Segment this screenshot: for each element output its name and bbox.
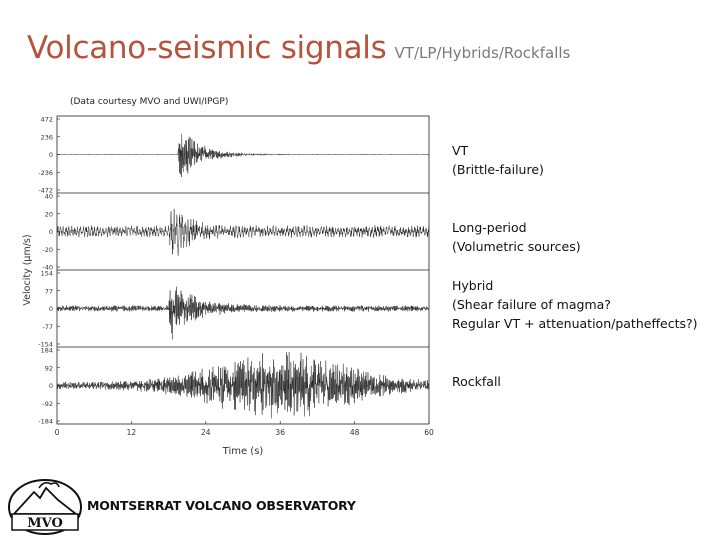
y-tick-label: -472 xyxy=(38,186,53,195)
slide-title xyxy=(27,30,570,66)
trace-hybrid xyxy=(57,287,429,340)
label-hybrid xyxy=(452,276,698,333)
seismogram-plot xyxy=(18,112,444,462)
y-tick-label: 236 xyxy=(40,133,53,142)
x-tick-label: 48 xyxy=(349,428,360,437)
data-credit: (Data courtesy MVO and UWI/IPGP) xyxy=(70,97,229,107)
y-tick-label: 77 xyxy=(44,287,53,296)
x-tick-label: 24 xyxy=(201,428,211,437)
mvo-logo xyxy=(6,478,84,540)
x-axis-label: Time (s) xyxy=(222,446,264,457)
y-tick-label: 0 xyxy=(48,305,53,313)
seismogram-svg xyxy=(18,112,444,462)
y-tick-label: 20 xyxy=(44,210,53,219)
x-tick-label: 0 xyxy=(54,428,60,437)
y-tick-label: 0 xyxy=(48,228,53,236)
y-tick-label: -236 xyxy=(38,168,53,177)
y-tick-label: -92 xyxy=(42,399,53,408)
observatory-name: MONTSERRAT VOLCANO OBSERVATORY xyxy=(87,498,356,513)
y-tick-label: 40 xyxy=(44,192,53,201)
y-tick-label: -20 xyxy=(42,245,53,254)
x-tick-label: 12 xyxy=(126,428,137,437)
label-rockfall xyxy=(452,372,501,391)
label-line: Hybrid xyxy=(452,278,494,293)
y-tick-label: 92 xyxy=(44,364,53,373)
label-long-period xyxy=(452,218,581,256)
y-tick-label: 184 xyxy=(40,346,53,355)
y-tick-label: 154 xyxy=(40,269,53,278)
title-main: Volcano-seismic signals xyxy=(27,30,387,66)
y-axis-label: Velocity (µm/s) xyxy=(22,234,33,306)
x-tick-label: 60 xyxy=(424,428,434,437)
mvo-logo-icon xyxy=(6,478,84,536)
label-vt xyxy=(452,141,544,179)
y-tick-label: 0 xyxy=(48,382,53,390)
label-line: (Shear failure of magma? xyxy=(452,297,611,312)
logo-text: MVO xyxy=(27,516,63,531)
y-tick-label: 0 xyxy=(48,151,53,159)
y-tick-label: 472 xyxy=(40,115,53,124)
trace-long-period xyxy=(57,209,429,256)
trace-vt xyxy=(57,134,429,177)
label-line: Rockfall xyxy=(452,374,501,389)
label-line: Regular VT + attenuation/patheffects?) xyxy=(452,316,698,331)
title-subtitle: VT/LP/Hybrids/Rockfalls xyxy=(394,44,571,62)
y-tick-label: -40 xyxy=(42,263,53,272)
y-tick-label: -154 xyxy=(38,340,53,349)
trace-rockfall xyxy=(57,352,429,418)
y-tick-label: -184 xyxy=(38,417,53,426)
label-line: VT xyxy=(452,143,469,158)
y-tick-label: -77 xyxy=(42,322,53,331)
x-tick-label: 36 xyxy=(275,428,285,437)
label-line: Long-period xyxy=(452,220,527,235)
label-line: (Volumetric sources) xyxy=(452,239,581,254)
label-line: (Brittle-failure) xyxy=(452,162,544,177)
